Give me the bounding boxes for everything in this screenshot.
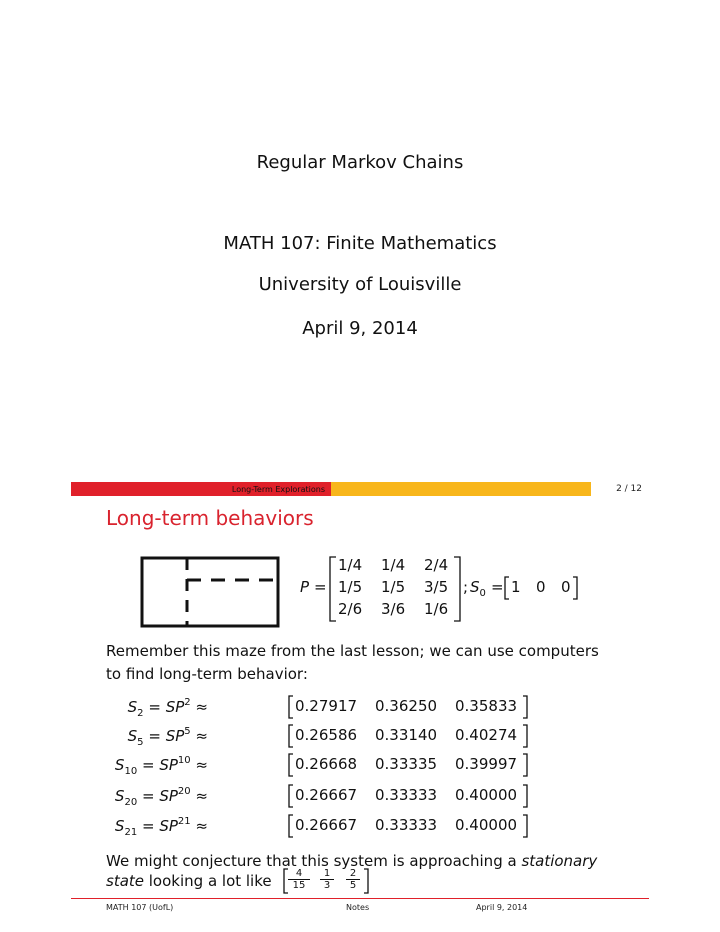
maze-diagram xyxy=(140,556,280,628)
vector-entry: 0.27917 xyxy=(295,697,358,715)
vector-S0-entry: 0 xyxy=(561,578,571,596)
vector-left-bracket xyxy=(287,695,295,719)
matrix-P-cell: 1/4 xyxy=(381,556,406,574)
fraction xyxy=(320,868,334,891)
text-line: state looking a lot like xyxy=(106,872,272,890)
institution: University of Louisville xyxy=(258,274,462,295)
vector-entry: 0.33335 xyxy=(375,755,438,773)
fraction-numerator: 1 xyxy=(323,868,331,879)
vector-right-bracket xyxy=(521,753,529,777)
vector-left-bracket xyxy=(287,753,295,777)
vector-S0-right-bracket xyxy=(571,576,579,600)
vector-left-bracket xyxy=(287,724,295,748)
fraction-denominator: 5 xyxy=(346,879,360,891)
matrix-P-cell: 1/5 xyxy=(338,578,363,596)
vector-S0-left-bracket xyxy=(503,576,511,600)
text-line: to find long-term behavior: xyxy=(106,665,308,683)
vector-entry: 0.40000 xyxy=(455,786,518,804)
vector-right-bracket xyxy=(521,784,529,808)
vector-entry: 0.33333 xyxy=(375,786,438,804)
semicolon: ; xyxy=(463,578,469,596)
course-name: MATH 107: Finite Mathematics xyxy=(223,233,497,254)
page-number: 2 / 12 xyxy=(616,484,642,494)
equals-sign: = xyxy=(314,578,327,596)
matrix-P-left-bracket xyxy=(328,556,338,622)
vector-S0-label: $S_0$ xyxy=(470,578,486,599)
fraction xyxy=(346,868,360,891)
matrix-P-label: P xyxy=(300,578,310,596)
fraction-denominator: 3 xyxy=(320,879,334,891)
vector-left-bracket xyxy=(287,784,295,808)
matrix-P-right-bracket xyxy=(452,556,462,622)
matrix-P-cell: 2/6 xyxy=(338,600,363,618)
vector-entry: 0.35833 xyxy=(455,697,518,715)
fraction-numerator: 2 xyxy=(349,868,357,879)
vector-entry: 0.26586 xyxy=(295,726,358,744)
vector-entry: 0.40000 xyxy=(455,816,518,834)
vector-entry: 0.33333 xyxy=(375,816,438,834)
vector-S0-entry: 0 xyxy=(536,578,546,596)
presentation-date: April 9, 2014 xyxy=(302,318,418,339)
equals-sign: = xyxy=(491,578,504,596)
header-bar-right xyxy=(331,482,591,496)
vector-right-bracket xyxy=(521,724,529,748)
vector-right-bracket xyxy=(521,695,529,719)
footer-course: MATH 107 (UofL) xyxy=(106,903,174,912)
section-name: Long-Term Explorations xyxy=(231,485,325,494)
stationary-right-bracket xyxy=(362,868,370,894)
vector-entry: 0.26668 xyxy=(295,755,358,773)
power-row-label: $S_5 = SP^5$ ≈ xyxy=(127,726,208,748)
vector-entry: 0.33140 xyxy=(375,726,438,744)
matrix-P-cell: 1/4 xyxy=(338,556,363,574)
vector-entry: 0.39997 xyxy=(455,755,518,773)
fraction xyxy=(288,868,310,891)
vector-entry: 0.36250 xyxy=(375,697,438,715)
power-row-label: $S_{10} = SP^{10}$ ≈ xyxy=(114,755,208,777)
matrix-P-cell: 2/4 xyxy=(424,556,449,574)
vector-entry: 0.26667 xyxy=(295,816,358,834)
maze-outer-wall xyxy=(142,558,278,626)
vector-left-bracket xyxy=(287,814,295,838)
vector-entry: 0.26667 xyxy=(295,786,358,804)
matrix-P-cell: 1/5 xyxy=(381,578,406,596)
footer-title: Notes xyxy=(346,903,370,912)
matrix-P-cell: 1/6 xyxy=(424,600,449,618)
vector-right-bracket xyxy=(521,814,529,838)
footer-date: April 9, 2014 xyxy=(476,903,528,912)
frame-title: Long-term behaviors xyxy=(106,506,314,530)
vector-S0-entry: 1 xyxy=(511,578,521,596)
power-row-label: $S_{20} = SP^{20}$ ≈ xyxy=(114,786,208,808)
fraction-denominator: 15 xyxy=(288,879,310,891)
fraction-numerator: 4 xyxy=(295,868,303,879)
paragraph-maze-reminder xyxy=(106,640,626,686)
text-line: Remember this maze from the last lesson; we can use computers xyxy=(106,642,599,660)
footer-rule xyxy=(71,898,649,899)
vector-entry: 0.40274 xyxy=(455,726,518,744)
power-row-label: $S_2 = SP^2$ ≈ xyxy=(127,697,208,719)
power-row-label: $S_{21} = SP^{21}$ ≈ xyxy=(114,816,208,838)
matrix-P-cell: 3/5 xyxy=(424,578,449,596)
text-line: We might conjecture that this system is approaching a stationary xyxy=(106,852,598,870)
matrix-P-cell: 3/6 xyxy=(381,600,406,618)
presentation-title: Regular Markov Chains xyxy=(256,152,464,173)
